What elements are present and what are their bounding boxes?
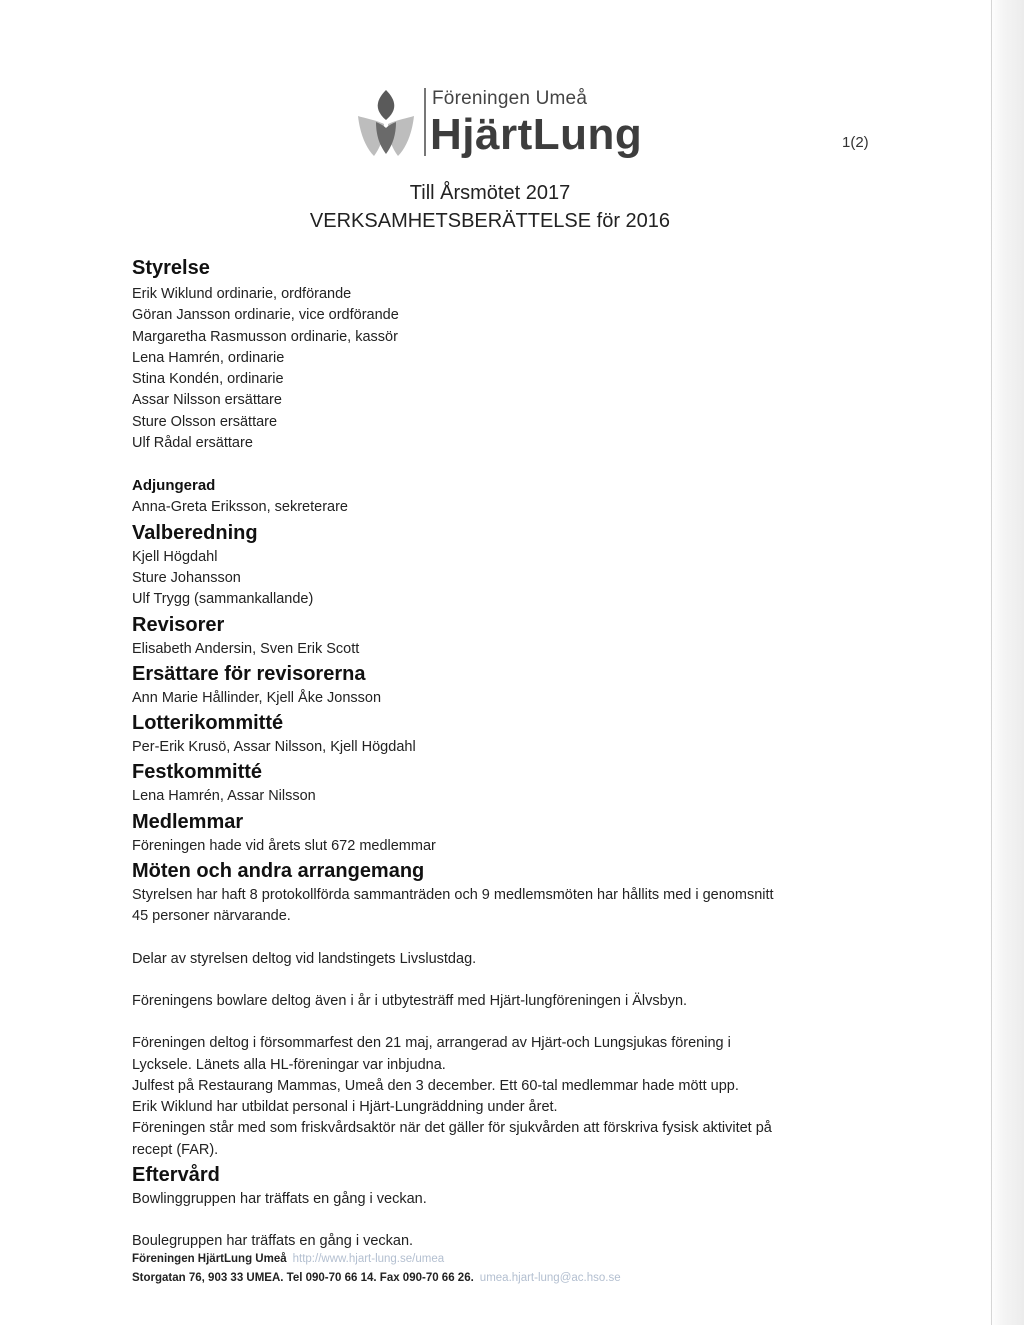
moten-paragraph: Erik Wiklund har utbildat personal i Hjärt-Lungräddning under året. [132,1099,558,1116]
ersattare-text: Ann Marie Hållinder, Kjell Åke Jonsson [132,689,382,706]
footer-email-link[interactable]: umea.hjart-lung@ac.hso.se [479,1272,621,1284]
section-heading-lotterikommitte: Lotterikommitté [132,712,284,735]
styrelse-member: Sture Olsson ersättare [132,413,278,430]
adjungerad-text: Anna-Greta Eriksson, sekreterare [132,499,348,516]
styrelse-member: Margaretha Rasmusson ordinarie, kassör [132,328,398,345]
section-heading-adjungerad: Adjungerad [132,477,216,495]
styrelse-member: Ulf Rådal ersättare [132,435,253,452]
moten-paragraph: 45 personer närvarande. [132,908,291,925]
moten-paragraph: Föreningen deltog i försommarfest den 21 maj, arrangerad av Hjärt-och Lungsjukas förening i [132,1035,731,1052]
org-name: HjärtLung [430,110,643,159]
footer-org-name: Föreningen HjärtLung Umeå [132,1253,287,1265]
footer-address: Storgatan 76, 903 33 UMEA. Tel 090-70 66 14. Fax 090-70 66 26. [132,1272,474,1284]
heart-lung-logo-icon [354,86,418,160]
section-heading-ersattare: Ersättare för revisorerna [132,662,366,685]
section-heading-moten: Möten och andra arrangemang [132,860,425,883]
styrelse-member: Stina Kondén, ordinarie [132,371,284,388]
logo-divider [424,88,426,156]
festkommitte-text: Lena Hamrén, Assar Nilsson [132,788,316,805]
revisorer-text: Elisabeth Andersin, Sven Erik Scott [132,640,360,657]
scan-edge-line [991,0,992,1325]
lotterikommitte-text: Per-Erik Krusö, Assar Nilsson, Kjell Högdahl [132,739,416,756]
valberedning-member: Kjell Högdahl [132,548,218,565]
footer [132,1250,621,1288]
medlemmar-text: Föreningen hade vid årets slut 672 medlemmar [132,837,436,854]
eftervard-paragraph: Bowlinggruppen har träffats en gång i veckan. [132,1191,427,1208]
moten-paragraph: recept (FAR). [132,1141,219,1158]
org-subtitle: Föreningen Umeå [432,88,588,109]
section-heading-valberedning: Valberedning [132,521,258,544]
document-title-line2: VERKSAMHETSBERÄTTELSE för 2016 [309,210,671,232]
moten-paragraph: Föreningens bowlare deltog även i år i utbytesträff med Hjärt-lungföreningen i Älvsbyn. [132,992,688,1009]
footer-line-1 [132,1250,621,1269]
document-title-line1: Till Årsmötet 2017 [409,182,571,204]
section-heading-eftervard: Eftervård [132,1164,220,1187]
styrelse-member: Erik Wiklund ordinarie, ordförande [132,286,352,302]
footer-website-link[interactable]: http://www.hjart-lung.se/umea [292,1253,445,1265]
valberedning-member: Ulf Trygg (sammankallande) [132,591,314,608]
eftervard-paragraph: Boulegruppen har träffats en gång i veckan. [132,1233,414,1250]
section-heading-revisorer: Revisorer [132,613,225,636]
styrelse-member: Göran Jansson ordinarie, vice ordförande [132,307,399,324]
moten-paragraph: Delar av styrelsen deltog vid landstingets Livslustdag. [132,950,477,967]
styrelse-member: Lena Hamrén, ordinarie [132,349,285,366]
moten-paragraph: Julfest på Restaurang Mammas, Umeå den 3 december. Ett 60-tal medlemmar hade mött upp. [132,1077,739,1094]
section-heading-styrelse: Styrelse [132,257,210,279]
moten-paragraph: Styrelsen har haft 8 protokollförda sammanträden och 9 medlemsmöten har hållits med i genomsnitt [132,887,774,904]
section-heading-medlemmar: Medlemmar [132,810,244,833]
document-body [132,254,872,1253]
footer-line-2 [132,1269,621,1288]
scan-edge [990,0,1024,1325]
page-number: 1(2) [842,134,869,151]
valberedning-member: Sture Johansson [132,569,241,586]
moten-paragraph: Lycksele. Länets alla HL-föreningar var inbjudna. [132,1056,446,1073]
styrelse-member: Assar Nilsson ersättare [132,392,282,409]
moten-paragraph: Föreningen står med som friskvårdsaktör när det gäller för sjukvården att förskriva fysisk aktivitet på [132,1120,772,1137]
section-heading-festkommitte: Festkommitté [132,761,263,784]
